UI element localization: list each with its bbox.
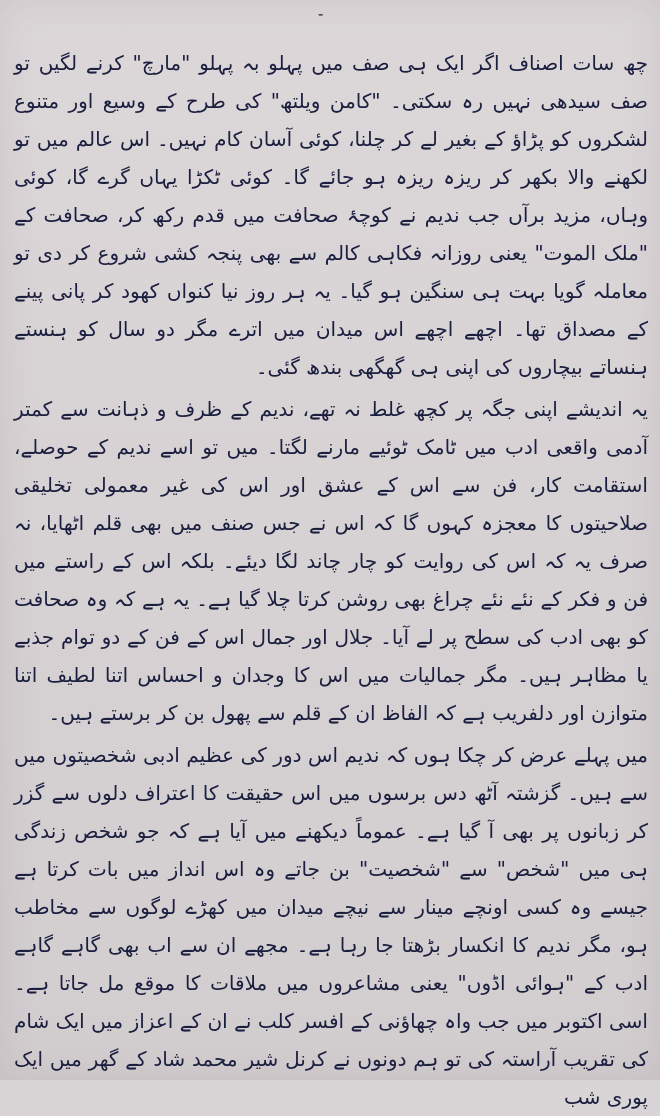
page-number-mark: - xyxy=(318,4,324,23)
paragraph-3: میں پہلے عرض کر چکا ہوں کہ ندیم اس دور کی عظیم ادبی شخصیتوں میں سے ہیں۔ گزشتہ آٹھ دس برسوں میں اس حقیقت کا اعتراف دلوں سے گزر کر زبانوں پر بھی آ گیا ہے۔ عموماً دیکھنے میں آیا ہے کہ جو شخص زندگی ہی میں "شخص" سے "شخصیت" بن جاتے وہ اس انداز میں بات کرتا ہے جیسے وہ کسی اونچے مینار سے نیچے میدان میں کھڑے لوگوں سے مخاطب ہو، مگر ندیم کا انکسار بڑھتا جا رہا ہے۔ مجھے ان سے اب بھی گاہے گاہے ادب کے "ہوائی اڈوں" یعنی مشاعروں میں ملاقات کا موقع مل جاتا ہے۔ اسی اکتوبر میں جب واہ چھاؤنی کے افسر کلب نے ان کے اعزاز میں ایک شام کی تقریب آراستہ کی تو ہم دونوں نے کرنل شیر محمد شاد کے گھر میں ایک پوری شب xyxy=(14,743,648,1109)
urdu-body-text xyxy=(14,44,648,1116)
paragraph-2: یہ اندیشے اپنی جگہ پر کچھ غلط نہ تھے، ندیم کے ظرف و ذہانت سے کمتر آدمی واقعی ادب میں ٹامک ٹوئیے مارنے لگتا۔ میں تو اسے ندیم کے حوصلے، استقامت کار، فن سے اس کے عشق اور اس کی غیر معمولی تخلیقی صلاحیتوں کا معجزہ کہوں گا کہ اس نے جس صنف میں بھی قلم اٹھایا، نہ صرف یہ کہ اس کی روایت کو چار چاند لگا دیئے۔ بلکہ اس کے راستے میں فن و فکر کے نئے نئے چراغ بھی روشن کرتا چلا گیا ہے۔ یہ ہے کہ وہ صحافت کو بھی ادب کی سطح پر لے آیا۔ جلال اور جمال اس کے فن کے دو توام جذبے یا مظاہر ہیں۔ مگر جمالیات میں اس کا وجدان و احساس اتنا لطیف اتنا متوازن اور دلفریب ہے کہ الفاظ ان کے قلم سے پھول بن کر برستے ہیں۔ xyxy=(14,397,649,725)
paragraph-1: چھ سات اصناف اگر ایک ہی صف میں پہلو بہ پہلو "مارچ" کرنے لگیں تو صف سیدھی نہیں رہ سکتی۔ "کامن ویلتھ" کی طرح کے وسیع اور متنوع لشکروں کو پڑاؤ کے بغیر لے کر چلنا، کوئی آسان کام نہیں۔ اس عالم میں تو لکھنے والا بکھر کر ریزہ ریزہ ہو جائے گا۔ کوئی ٹکڑا یہاں گرے گا، کوئی وہاں، مزید برآں جب ندیم نے کوچۂ صحافت میں قدم رکھ کر، صحافت کے "ملک الموت" یعنی روزانہ فکاہی کالم سے بھی پنجہ کشی شروع کر دی تو معاملہ گویا بہت ہی سنگین ہو گیا۔ یہ ہر روز نیا کنواں کھود کر پانی پینے کے مصداق تھا۔ اچھے اچھے اس میدان میں اترے مگر دو سال کو ہنستے ہنساتے بیچاروں کی اپنی ہی گھگھی بندھ گئی۔ xyxy=(14,51,648,379)
